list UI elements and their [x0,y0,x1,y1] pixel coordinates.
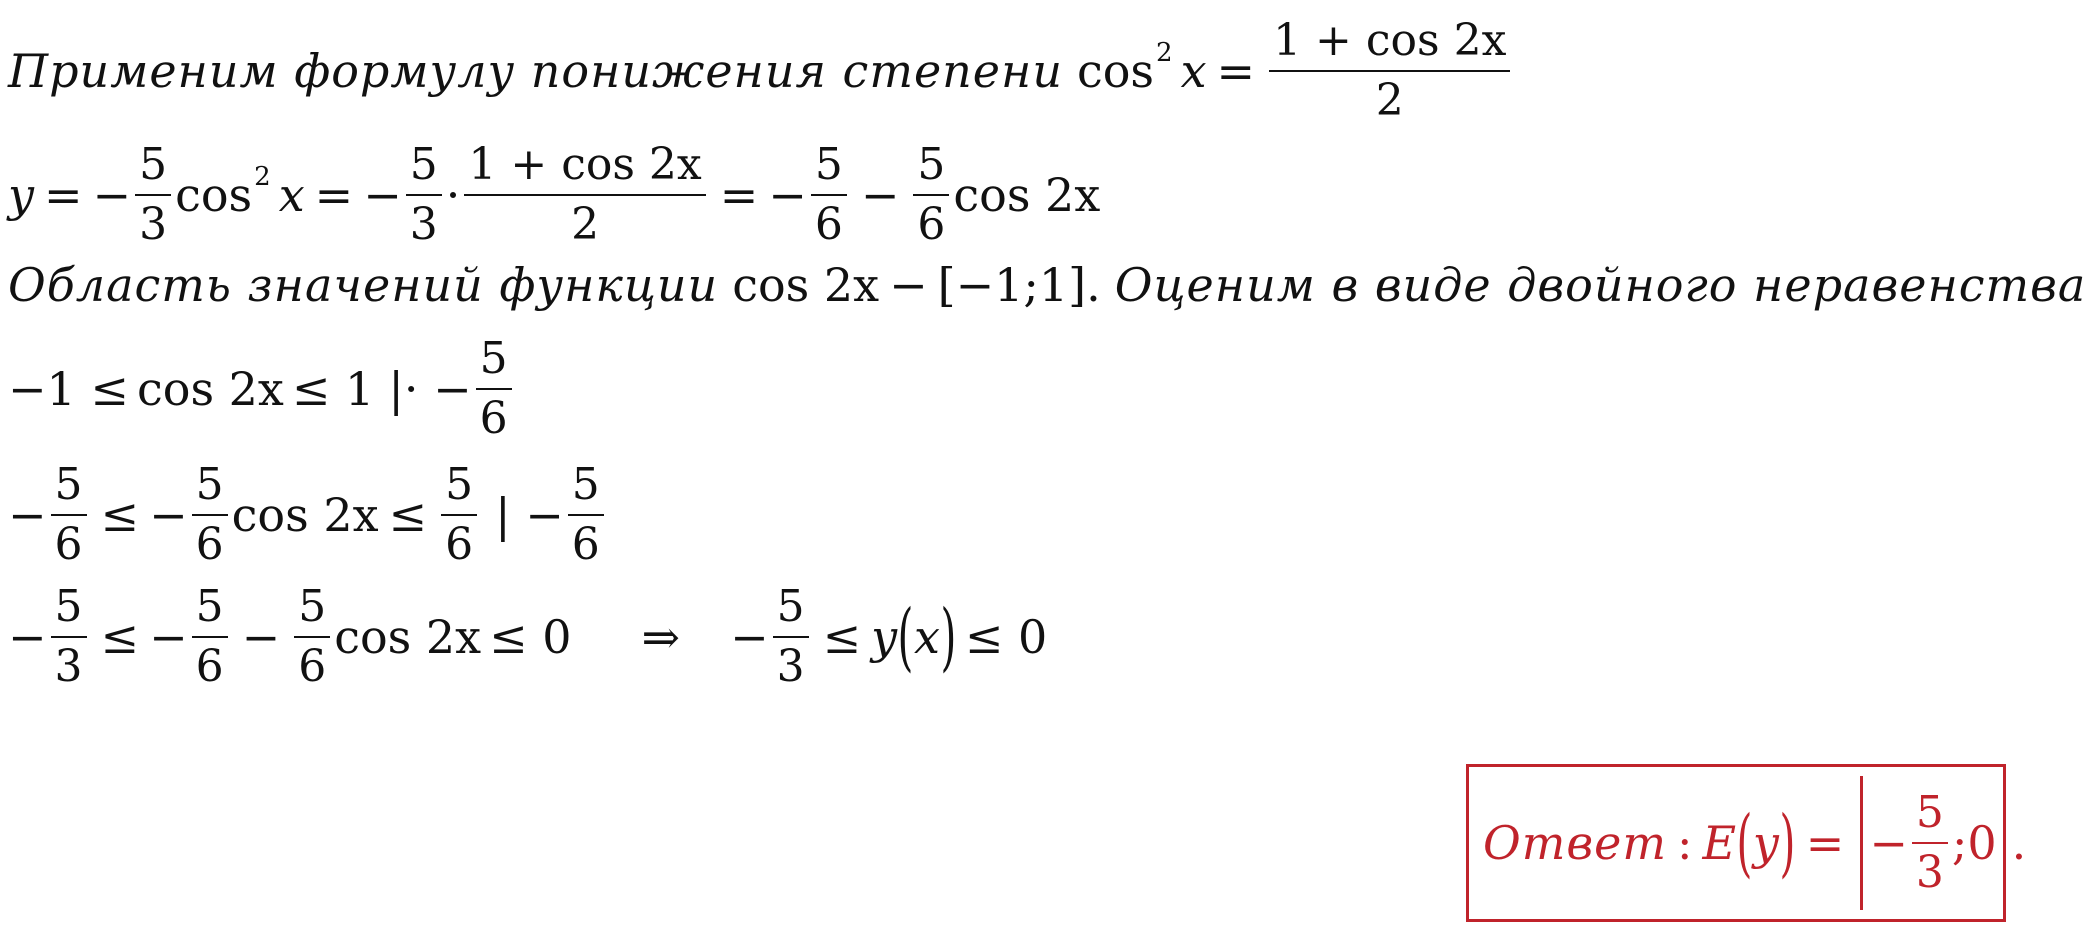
var-x: x [1180,44,1207,99]
fraction-bar [192,514,228,516]
inequality-left: −1 ≤ [8,362,129,417]
cos-fn: cos [175,168,253,223]
equals-sign: = [719,168,759,223]
fraction-5-6 [51,459,87,571]
fraction-denominator: 2 [1375,75,1404,127]
fraction-5-3 [51,581,87,693]
equals-sign: = [44,168,83,223]
fraction-5-6 [568,459,604,571]
fraction-5-6 [192,581,228,693]
fraction-numerator: 5 [1915,786,1944,838]
fraction-denominator: 6 [445,519,474,571]
answer-tail: ;0 [1951,816,1997,870]
fraction-numerator: 5 [917,139,946,190]
cos-2x: cos 2x [231,488,379,543]
formula-line-3 [8,258,2086,312]
fraction-5-3 [406,139,442,251]
fraction-numerator: 5 [445,459,474,510]
formula-line-6 [8,581,1048,693]
fraction-bar [811,194,847,196]
power-2: 2 [254,162,271,193]
fraction-numerator: 5 [54,459,83,510]
dot-operator: · [445,168,461,223]
fraction-numerator: 5 [479,333,508,384]
fraction-denominator: 6 [195,519,224,571]
fraction-denominator: 6 [479,393,508,445]
fraction-numerator: 5 [298,581,327,632]
left-paren: ( [1736,800,1753,886]
multiply-marker: |· − [388,362,472,417]
fraction-bar [51,514,87,516]
formula-line-5 [8,459,608,571]
fraction-numerator: 5 [571,459,600,510]
formula-line-2 [8,139,1101,251]
formula-line-1 [8,15,1514,127]
fraction-numerator: 5 [409,139,438,190]
left-paren: ( [897,594,914,681]
fraction-bar [441,514,477,516]
right-paren: ) [1779,800,1796,886]
fraction-bar [406,194,442,196]
minus-sign: − [92,168,132,223]
fraction-5-3 [773,581,809,693]
fraction-numerator: 5 [195,459,224,510]
var-y: y [8,168,34,223]
answer-fraction-5-3 [1912,786,1948,898]
dash: − [889,258,928,312]
answer-period: . [2011,816,2027,870]
minus-sign: − [8,610,47,665]
fraction-denominator: 6 [571,519,600,571]
fraction-denominator: 6 [195,641,224,693]
fraction-5-6 [192,459,228,571]
estimate-text: Оценим в виде двойного неравенства [1114,258,2086,312]
fraction-bar [773,636,809,638]
minus-sign: − [149,488,188,543]
fraction-denominator: 6 [814,199,843,251]
minus-sign: − [730,610,769,665]
equals-sign: = [1216,44,1256,99]
fraction-bar [464,194,705,196]
answer-y: y [1752,816,1779,870]
le-zero: ≤ 0 [964,610,1048,665]
cos-2x: cos 2x [334,610,482,665]
intro-text: Применим формулу понижения степени [8,44,1063,99]
fraction-bar [568,514,604,516]
range-interval: [−1;1]. [937,258,1101,312]
range-text: Область значений функции [8,258,719,312]
cos-fn: cos [1076,44,1155,99]
fraction-numerator: 5 [814,139,843,190]
fraction-numerator: 1 + cos 2x [468,139,702,190]
fraction-5-3 [135,139,171,251]
fraction-denominator: 2 [571,199,600,251]
fraction-denominator: 3 [54,641,83,693]
le-zero: ≤ 0 [489,610,572,665]
minus-sign: − [241,610,281,665]
le-sign: ≤ [388,488,428,543]
cos-2x: cos 2x [732,258,880,312]
fraction-5-6 [441,459,477,571]
fraction-bar [294,636,330,638]
fraction-5-6 [913,139,949,251]
fraction-denominator: 3 [776,641,805,693]
answer-label: Ответ [1483,816,1667,870]
var-x: x [278,168,305,223]
minus-sign: − [149,610,188,665]
add-marker: | − [495,488,564,543]
formula-line-4 [8,333,516,445]
inequality-right: ≤ 1 [291,362,375,417]
fraction-cos-half [1269,15,1510,127]
minus-sign: − [363,168,402,223]
fraction-denominator: 6 [298,641,327,693]
fraction-bar [1912,842,1948,844]
fraction-bar [913,194,949,196]
fraction-5-6 [476,333,512,445]
fraction-bar [476,388,512,390]
answer-equals: = [1805,816,1845,870]
fraction-bar [135,194,171,196]
le-sign: ≤ [100,488,140,543]
left-bracket [1860,776,1863,910]
fraction-numerator: 1 + cos 2x [1273,15,1507,66]
le-sign: ≤ [822,610,862,665]
var-y: y [871,610,898,665]
fraction-numerator: 5 [54,581,83,632]
fraction-cos-half [464,139,705,251]
answer-colon: : [1676,816,1693,870]
power-2: 2 [1156,38,1173,69]
fraction-numerator: 5 [776,581,805,632]
answer-box [1466,764,2027,922]
fraction-bar [1269,70,1510,72]
fraction-denominator: 6 [917,199,946,251]
right-paren: ) [940,594,957,681]
le-sign: ≤ [100,610,140,665]
cos-2x: cos 2x [953,168,1101,223]
fraction-denominator: 3 [139,199,168,251]
minus-sign: − [860,168,900,223]
right-bracket [2003,776,2006,910]
fraction-5-6 [811,139,847,251]
minus-sign: − [768,168,807,223]
cos-2x: cos 2x [136,362,284,417]
answer-E: E [1702,816,1737,870]
fraction-bar [192,636,228,638]
fraction-numerator: 5 [195,581,224,632]
fraction-bar [51,636,87,638]
answer-minus: − [1869,816,1908,870]
fraction-denominator: 6 [54,519,83,571]
var-x: x [914,610,940,665]
fraction-5-6 [294,581,330,693]
implies-sign: ⇒ [641,610,681,665]
minus-sign: − [8,488,47,543]
fraction-denominator: 3 [1915,847,1944,898]
fraction-numerator: 5 [139,139,168,190]
fraction-denominator: 3 [409,199,438,251]
equals-sign: = [314,168,354,223]
